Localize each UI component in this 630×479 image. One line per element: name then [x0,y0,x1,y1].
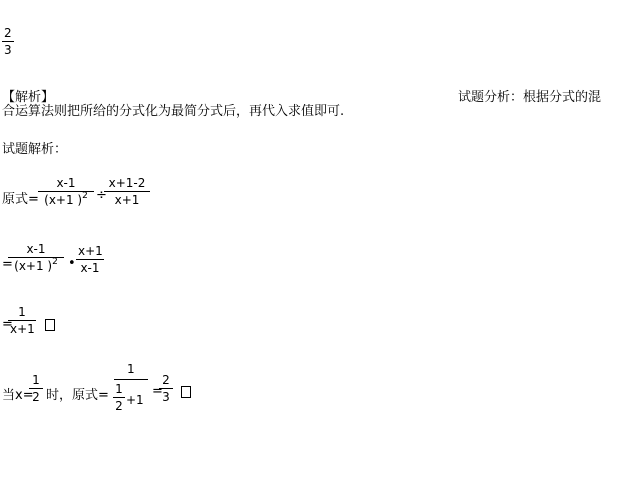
numerator: 1 [115,382,123,396]
step4-equals: = [152,384,163,399]
step1-fraction1 [38,176,94,209]
numerator: x-1 [56,176,76,190]
step3-prefix: = [2,317,13,332]
step2-fraction1 [8,242,64,275]
analysis-right-text: 试题分析：根据分式的混 [458,90,602,105]
numerator: 2 [162,373,170,387]
solution-heading: 试题解析： [2,142,68,157]
answer-denominator: 3 [4,43,12,57]
complex-fraction-bar [114,379,148,380]
numerator: x-1 [26,242,46,256]
answer-numerator: 2 [4,26,12,40]
answer-fraction [2,26,14,57]
analysis-line2: 合运算法则把所给的分式化为最简分式后，再代入求值即可. [2,104,345,119]
denominator: x-1 [80,261,100,275]
result-fraction [159,373,173,404]
multiply-operator: • [68,256,76,271]
denominator: x+1 [114,193,140,207]
fraction-bar [76,259,104,260]
missing-glyph-box [181,386,191,398]
plus-one: +1 [126,393,144,407]
fraction-bar [8,320,36,321]
step4-mid: 时，原式= [46,388,109,403]
inner-fraction [113,382,125,413]
denominator: 2 [115,399,123,413]
fraction-bar [104,191,150,192]
fraction-bar [159,388,173,389]
analysis-tag: 【解析】 [2,90,55,105]
step2-prefix: = [2,257,13,272]
numerator: x+1-2 [108,176,146,190]
denominator: (x+1 )$^2$ [14,257,58,273]
step4-prefix: 当x= [2,388,34,403]
numerator: 1 [32,373,40,387]
fraction-bar [29,388,43,389]
missing-glyph-box [45,319,55,331]
step1-fraction2 [104,176,150,207]
divide-operator: ÷ [96,188,107,203]
fraction-bar [2,41,14,42]
denominator: 3 [162,390,170,404]
complex-numerator: 1 [127,362,135,376]
denominator: 2 [32,390,40,404]
numerator: x+1 [78,244,103,258]
denominator: (x+1 )$^2$ [44,191,88,207]
step2-fraction2 [76,244,104,275]
fraction-bar [113,397,125,398]
step4-x-fraction [29,373,43,404]
step3-fraction [8,305,36,336]
denominator: x+1 [10,322,35,336]
step1-prefix: 原式= [2,192,39,207]
numerator: 1 [18,305,26,319]
